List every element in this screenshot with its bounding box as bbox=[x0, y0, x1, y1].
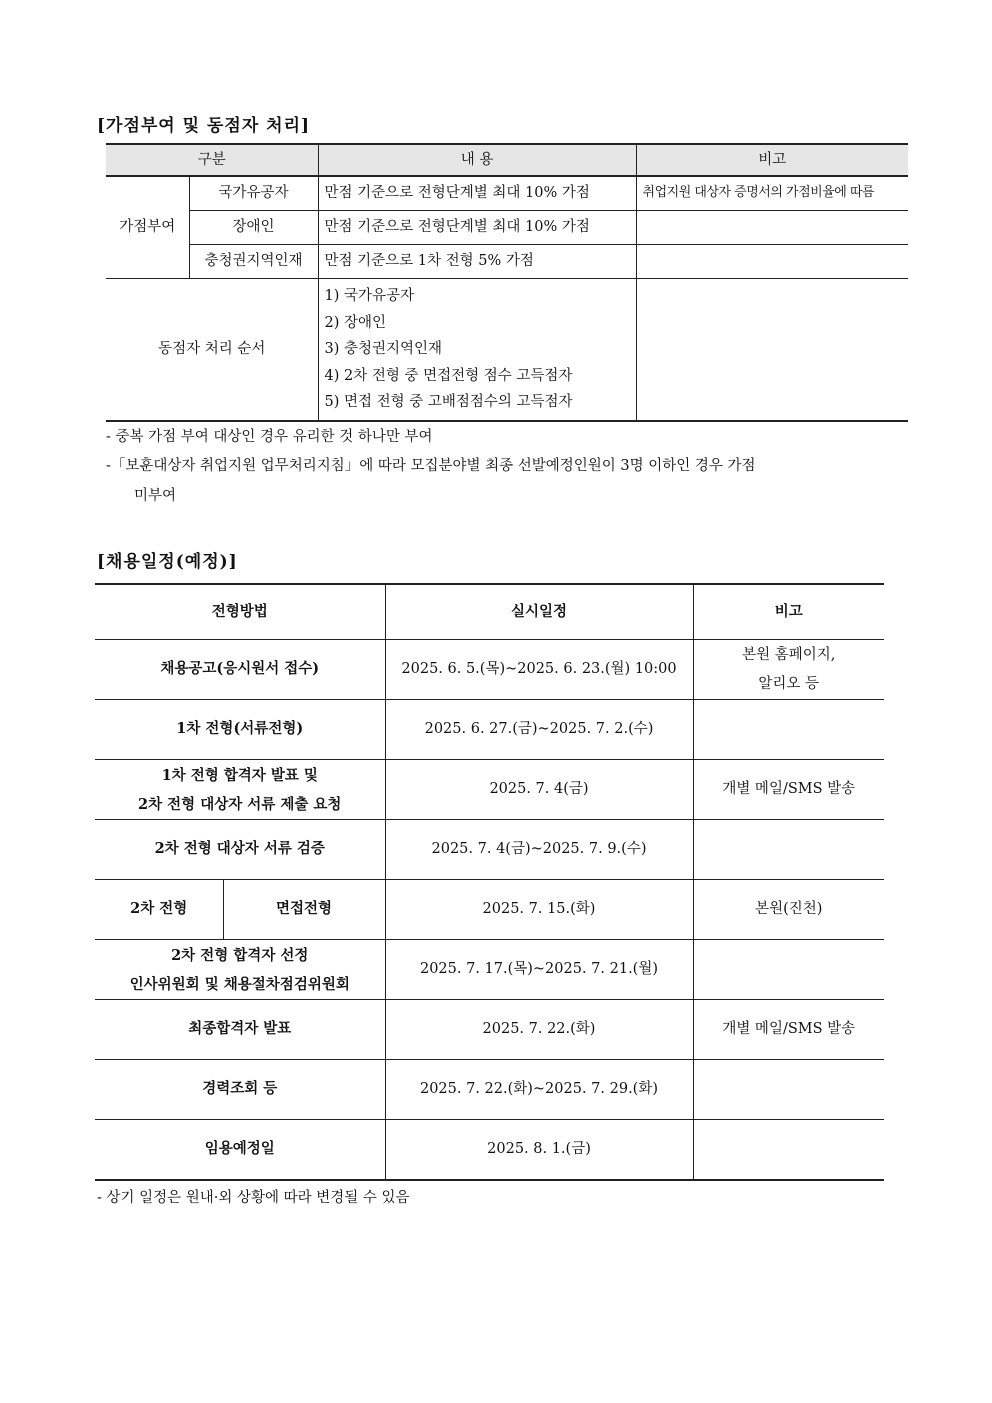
schedule-remark bbox=[693, 820, 884, 880]
table-row bbox=[95, 1060, 884, 1120]
bonus-type: 충청권지역인재 bbox=[189, 245, 318, 279]
schedule-date: 2025. 8. 1.(금) bbox=[385, 1120, 693, 1181]
schedule-table bbox=[95, 583, 884, 1181]
schedule-date: 2025. 6. 5.(목)~2025. 6. 23.(월) 10:00 bbox=[385, 640, 693, 700]
schedule-method: 채용공고(응시원서 접수) bbox=[95, 640, 385, 700]
note-veterans: -「보훈대상자 취업지원 업무처리지침」에 따라 모집분야별 최종 선발예정인원이 3명 이하인 경우 가점 bbox=[106, 458, 756, 474]
note-veterans-cont: 미부여 bbox=[134, 488, 177, 504]
schedule-remark: 본원(진천) bbox=[693, 880, 884, 940]
schedule-method: 1차 전형(서류전형) bbox=[95, 700, 385, 760]
schedule-method bbox=[95, 940, 385, 1000]
bonus-group-label: 가점부여 bbox=[106, 176, 189, 279]
method-line: 2차 전형 대상자 서류 제출 요청 bbox=[138, 795, 342, 813]
schedule-remark: 개별 메일/SMS 발송 bbox=[693, 760, 884, 820]
schedule-remark bbox=[693, 700, 884, 760]
table-header-row bbox=[106, 144, 908, 176]
bonus-type: 장애인 bbox=[189, 211, 318, 245]
table-row bbox=[95, 760, 884, 820]
bonus-type: 국가유공자 bbox=[189, 176, 318, 211]
schedule-remark bbox=[693, 940, 884, 1000]
header-content: 내 용 bbox=[318, 144, 636, 176]
section-title-schedule: [채용일정(예정)] bbox=[97, 552, 238, 572]
remark-line: 알리오 등 bbox=[758, 675, 820, 692]
method-line: 인사위원회 및 채용절차점검위원회 bbox=[129, 975, 350, 993]
table-header-row bbox=[95, 584, 884, 640]
list-item: 2) 장애인 bbox=[324, 314, 387, 331]
schedule-remark: 개별 메일/SMS 발송 bbox=[693, 1000, 884, 1060]
list-item: 5) 면접 전형 중 고배점점수의 고득점자 bbox=[324, 394, 573, 411]
table-row bbox=[95, 700, 884, 760]
table-row bbox=[95, 1120, 884, 1181]
table-row bbox=[95, 880, 884, 940]
bonus-remark bbox=[636, 211, 908, 245]
schedule-method bbox=[95, 760, 385, 820]
tie-row bbox=[106, 279, 908, 421]
schedule-method: 경력조회 등 bbox=[95, 1060, 385, 1120]
list-item: 4) 2차 전형 중 면접전형 점수 고득점자 bbox=[324, 367, 573, 384]
schedule-date: 2025. 7. 22.(화) bbox=[385, 1000, 693, 1060]
schedule-date: 2025. 6. 27.(금)~2025. 7. 2.(수) bbox=[385, 700, 693, 760]
schedule-method: 최종합격자 발표 bbox=[95, 1000, 385, 1060]
schedule-date: 2025. 7. 4(금)~2025. 7. 9.(수) bbox=[385, 820, 693, 880]
header-method: 전형방법 bbox=[95, 584, 385, 640]
note-schedule-change: - 상기 일정은 원내·외 상황에 따라 변경될 수 있음 bbox=[97, 1190, 410, 1206]
schedule-remark bbox=[693, 640, 884, 700]
table-row bbox=[95, 940, 884, 1000]
header-category: 구분 bbox=[106, 144, 318, 176]
note-duplicate: - 중복 가점 부여 대상인 경우 유리한 것 하나만 부여 bbox=[106, 429, 433, 445]
header-remark: 비고 bbox=[636, 144, 908, 176]
table-row bbox=[95, 1000, 884, 1060]
schedule-method: 2차 전형 대상자 서류 검증 bbox=[95, 820, 385, 880]
tie-order-list bbox=[318, 279, 636, 421]
bonus-remark bbox=[636, 245, 908, 279]
schedule-method: 2차 전형 bbox=[95, 880, 223, 940]
schedule-date: 2025. 7. 22.(화)~2025. 7. 29.(화) bbox=[385, 1060, 693, 1120]
schedule-remark bbox=[693, 1120, 884, 1181]
table-row bbox=[95, 820, 884, 880]
bonus-content: 만점 기준으로 1차 전형 5% 가점 bbox=[318, 245, 636, 279]
section-title-bonus: [가점부여 및 동점자 처리] bbox=[97, 116, 311, 136]
list-item: 3) 충청권지역인재 bbox=[324, 341, 443, 358]
schedule-remark bbox=[693, 1060, 884, 1120]
schedule-submethod: 면접전형 bbox=[223, 880, 385, 940]
header-date: 실시일정 bbox=[385, 584, 693, 640]
table-row bbox=[106, 211, 908, 245]
table-row bbox=[106, 176, 908, 211]
tie-remark bbox=[636, 279, 908, 421]
tie-label: 동점자 처리 순서 bbox=[106, 279, 318, 421]
schedule-date: 2025. 7. 17.(목)~2025. 7. 21.(월) bbox=[385, 940, 693, 1000]
method-line: 1차 전형 합격자 발표 및 bbox=[161, 766, 318, 784]
schedule-method: 임용예정일 bbox=[95, 1120, 385, 1181]
header-remark: 비고 bbox=[693, 584, 884, 640]
bonus-table bbox=[106, 143, 908, 422]
bonus-content: 만점 기준으로 전형단계별 최대 10% 가점 bbox=[318, 211, 636, 245]
remark-line: 본원 홈페이지, bbox=[742, 646, 836, 663]
bonus-remark: 취업지원 대상자 증명서의 가점비율에 따름 bbox=[636, 176, 908, 211]
schedule-date: 2025. 7. 4(금) bbox=[385, 760, 693, 820]
schedule-date: 2025. 7. 15.(화) bbox=[385, 880, 693, 940]
method-line: 2차 전형 합격자 선정 bbox=[171, 946, 309, 964]
bonus-content: 만점 기준으로 전형단계별 최대 10% 가점 bbox=[318, 176, 636, 211]
list-item: 1) 국가유공자 bbox=[324, 288, 415, 304]
table-row bbox=[95, 640, 884, 700]
table-row bbox=[106, 245, 908, 279]
